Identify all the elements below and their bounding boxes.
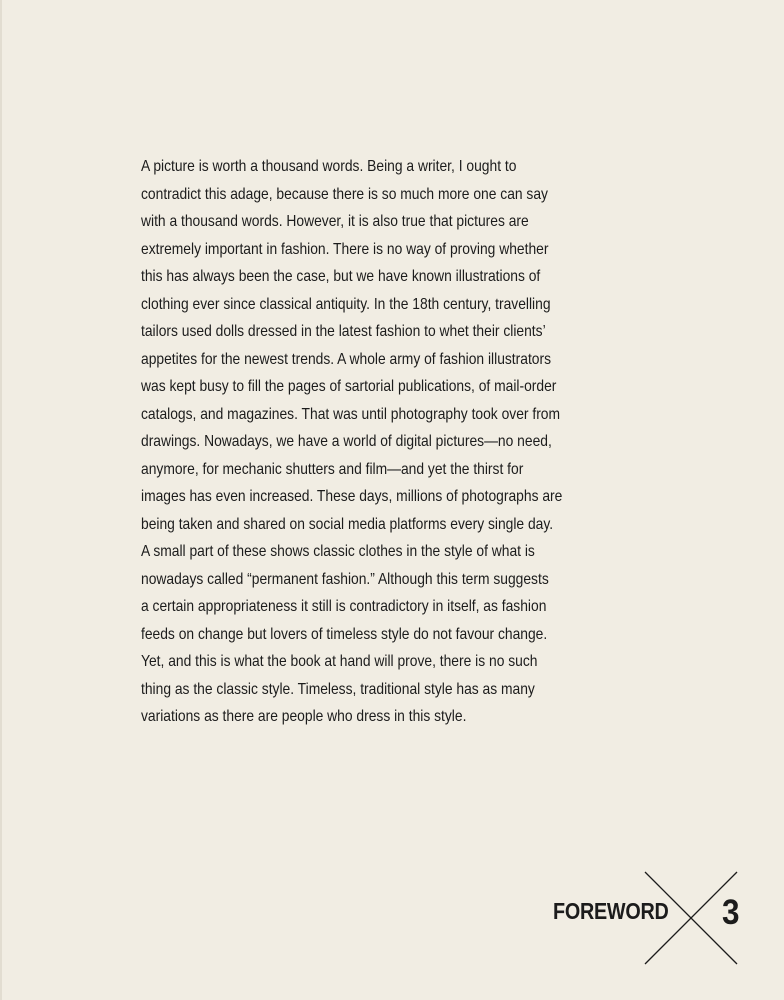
text-line: a certain appropriateness it still is contradictory in itself, as fashion [141,598,547,615]
text-line: variations as there are people who dress in this style. [141,708,467,725]
text-line: nowadays called “permanent fashion.” Although this term suggests [141,570,549,588]
text-line: catalogs, and magazines. That was until photography took over from [141,405,561,423]
text-line: clothing ever since classical antiquity. In the 18th century, travelling [141,295,551,313]
text-line: this has always been the case, but we have known illustrations of [141,268,541,285]
text-line: was kept busy to fill the pages of sartorial publications, of mail-order [141,378,557,395]
text-line: A small part of these shows classic clothes in the style of what is [141,543,535,560]
text-line: appetites for the newest trends. A whole army of fashion illustrators [141,350,552,368]
text-line: Yet, and this is what the book at hand will prove, there is no such [141,653,538,670]
text-line: contradict this adage, because there is so much more one can say [141,185,548,203]
text-line: with a thousand words. However, it is also true that pictures are [141,213,529,230]
text-line: images has even increased. These days, millions of photographs are [141,488,563,505]
text-line: anymore, for mechanic shutters and film—and yet the thirst for [141,460,524,478]
page-edge [0,0,2,1000]
text-line: drawings. Nowadays, we have a world of digital pictures—no need, [141,433,552,450]
text-line: being taken and shared on social media platforms every single day. [141,515,554,533]
text-line: tailors used dolls dressed in the latest fashion to whet their clients’ [141,323,546,340]
text-line: extremely important in fashion. There is no way of proving whether [141,240,549,258]
text-line: A picture is worth a thousand words. Being a writer, I ought to [141,158,517,175]
page-number: 3 [722,893,740,932]
text-line: thing as the classic style. Timeless, traditional style has as many [141,680,535,698]
foreword-body [141,153,601,731]
text-line: feeds on change but lovers of timeless style do not favour change. [141,625,548,643]
section-label: FOREWORD [553,898,669,924]
